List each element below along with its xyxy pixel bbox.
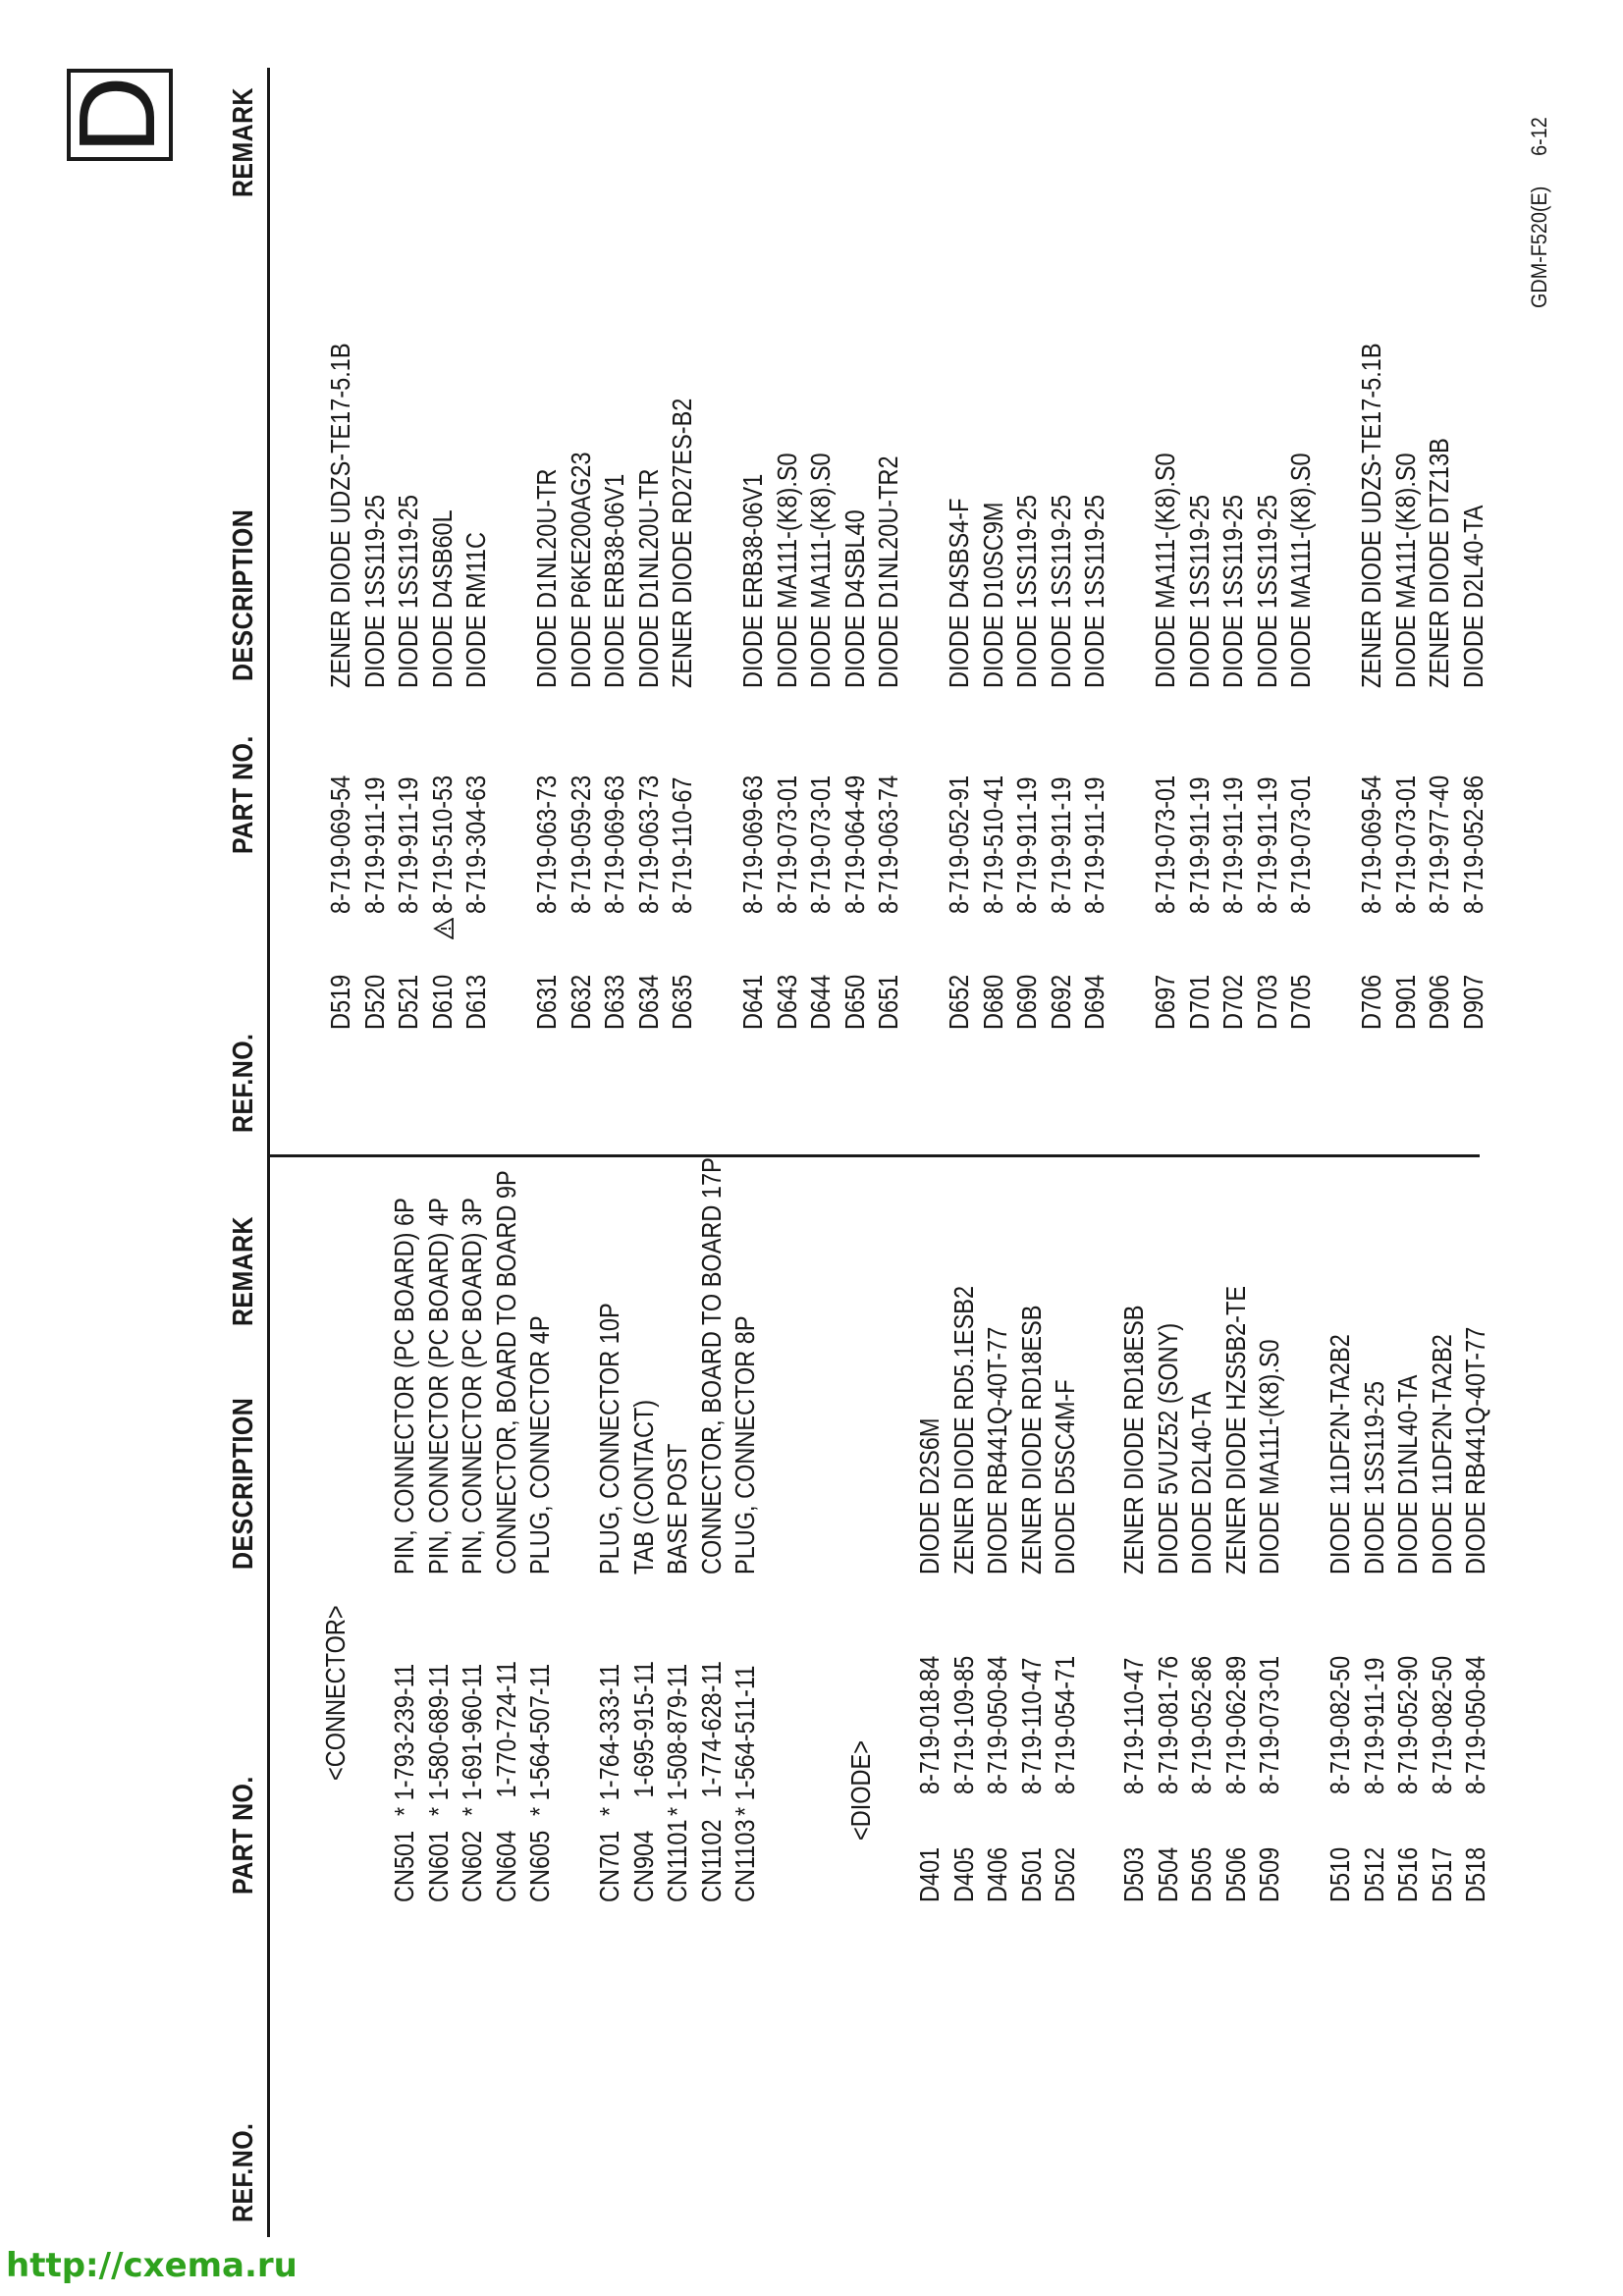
description-column (1324, 1327, 1493, 1575)
description: DIODE ERB38-06V1 (737, 473, 768, 688)
description: DIODE 1SS119-25 (1217, 495, 1249, 688)
part-no: 8-719-510-53 (426, 774, 458, 914)
description: ZENER DIODE UDZS-TE17-5.1B (1356, 343, 1386, 688)
ref-column (1355, 975, 1490, 1030)
description: DIODE MA111-(K8).S0 (1285, 453, 1317, 688)
part-no: * 1-764-333-11 (594, 1663, 624, 1816)
ref-no: D705 (1285, 974, 1317, 1030)
part-no: 8-719-073-01 (771, 774, 802, 914)
part-column (943, 775, 1112, 914)
ref-no: CN701 (594, 1830, 624, 1902)
description: ZENER DIODE RD18ESB (1015, 1305, 1047, 1575)
section-badge (57, 69, 178, 161)
ref-no: CN601 (422, 1830, 454, 1902)
description: DIODE D2S6M (914, 1417, 945, 1575)
part-column (593, 1661, 763, 1816)
part-no: 8-719-082-50 (1325, 1655, 1355, 1794)
ref-no: D906 (1424, 974, 1455, 1030)
part-no: 8-719-977-40 (1424, 774, 1455, 914)
ref-no: D518 (1460, 1846, 1491, 1902)
description: DIODE RB441Q-40T-77 (982, 1326, 1013, 1575)
description-column (943, 495, 1112, 688)
part-no: 8-719-052-90 (1392, 1655, 1424, 1794)
ref-column (1149, 975, 1319, 1030)
part-no: 8-719-911-19 (1045, 776, 1076, 914)
description: DIODE ERB38-06V1 (599, 473, 630, 688)
description: DIODE D4SBL40 (839, 509, 870, 688)
ref-column (530, 975, 700, 1030)
part-no: 8-719-109-85 (947, 1655, 979, 1794)
ref-no: D401 (914, 1846, 945, 1902)
section-heading-diode: <DIODE> (845, 1740, 876, 1841)
description: DIODE MA111-(K8).S0 (1150, 453, 1180, 688)
description-column (324, 343, 494, 688)
header-description-right: DESCRIPTION (228, 508, 259, 681)
description: DIODE RB441Q-40T-77 (1460, 1326, 1491, 1575)
ref-no: CN904 (627, 1830, 659, 1902)
description: DIODE MA111-(K8).S0 (771, 453, 802, 688)
description-column (1355, 343, 1490, 688)
ref-column (913, 1847, 1083, 1902)
part-no: 8-719-911-19 (1011, 776, 1043, 914)
ref-column (943, 975, 1112, 1030)
ref-no: D703 (1251, 974, 1282, 1030)
ref-no: D692 (1045, 974, 1076, 1030)
part-no: 8-719-052-86 (1457, 774, 1488, 914)
ref-column (1117, 1847, 1287, 1902)
header-part-no-right: PART NO. (228, 735, 259, 854)
part-no: * 1-691-960-11 (457, 1663, 488, 1816)
part-no: 8-719-064-49 (839, 774, 870, 914)
description: DIODE D1NL20U-TR (632, 468, 664, 688)
description: DIODE 1SS119-25 (1251, 495, 1282, 688)
part-no: 1-770-724-11 (490, 1661, 521, 1798)
part-no: 8-719-510-41 (977, 774, 1008, 914)
parts-list-sheet: D REF.NO. PART NO. DESCRIPTION REMARK REF.NO. PART NO. DESCRIPTION REMARK <CONNECTOR> CN501 CN601 CN602 CN604 CN605 * 1-793-239-11 * 1-580-689-11 * 1-691-960-11 1-770-724-11 * 1-564-507-11 PIN, CONNECTOR (PC BOARD) 6P PIN, CONNECTOR (PC BOARD) 4P PIN, CONNECTOR (PC BOARD) 3P CONNECTOR, BOARD TO BOARD 9P PLUG, CONNECTOR 4P CN701 CN904 CN1101 CN1102 CN1103 * 1-764-333-11 1-695-915-11 * 1-508-879-11 1-774-628-11 * 1-564-511-11 PLUG, CONNECTOR 10P TAB (CONTACT) BASE POST CONNECTOR, BOARD TO BOARD 17P PLUG, CONNECTOR 8P <DIODE> D401 D405 D406 D501 D502 8-719-018-84 8-719-109-85 8-719-050-84 8-719-110-47 8-719-054-71 DIODE D2S6M ZENER DIODE RD5.1ESB2 DIODE RB441Q-40T-77 ZENER DIODE RD18ESB DIODE D5SC4M-F D503 D504 D505 D506 D509 8-719-110-47 8-719-081-76 8-719-052-86 8-719-062-89 8-719-073-01 ZENER DIODE RD18ESB DIODE 5VUZ52 (SONY) DIODE D2L40-TA ZENER DIODE HZS5B2-TE DIODE MA111-(K8).S0 D510 D512 D516 D517 D518 8-719-082-50 8-719-911-19 8-719-052-90 8-719-082-50 8-719-050-84 DIODE 11DF2N-TA2B2 DIODE 1SS119-25 DIODE D1NL40-TA DIODE 11DF2N-TA2B2 DIODE RB441Q-40T-77 D519 D520 D521 D610 D613 8-719-069-54 8-719-911-19 8-719-911-19 8-719-510-53 8-719-304-63 ZENER DIODE UDZS-TE17-5.1B DIODE 1SS119-25 DIODE 1SS119-25 DIODE D4SB60L DIODE RM11C D631 D632 D633 D634 D635 8-719-063-73 8-719-059-23 8-719-069-63 8-719-063-73 8-719-110-67 DIODE D1NL20U-TR DIODE P6KE200AG23 DIODE ERB38-06V1 DIODE D1NL20U-TR ZENER DIODE RD27ES-B2 D641 D643 D644 D650 D651 8-719-069-63 8-719-073-01 8-719-073-01 8-719-064-49 8-719-063-74 DIODE ERB38-06V1 DIODE MA111-(K8).S0 DIODE MA111-(K8).S0 DIODE D4SBL40 DIODE D1NL20U-TR2 D652 D680 D690 D692 D694 8-719-052-91 8-719-510-41 8-719-911-19 8-719-911-19 8-719-911-19 DIODE D4SBS4-F DIODE D10SC9M DIODE 1SS119-25 DIODE 1SS119-25 DIODE 1SS119-25 D697 D701 D702 D703 D705 8-719-073-01 8-719-911-19 8-719-911-19 8-719-911-19 8-719-073-01 DIODE MA111-(K8).S0 DIODE 1SS119-25 DIODE 1SS119-25 DIODE 1SS119-25 DIODE MA111-(K8).S0 D706 D901 D906 D907 8-719-069-54 8-719-073-01 8-719-977-40 8-719-052-86 ZENER DIODE UDZS-TE17-5.1B DIODE MA111-(K8).S0 ZENER DIODE DTZ13B DIODE D2L40-TA GDM-F520(E) 6-12 (0, 0, 1623, 2296)
description: PLUG, CONNECTOR 8P (730, 1315, 761, 1575)
ref-no: D502 (1050, 1846, 1081, 1902)
ref-no: D631 (531, 974, 562, 1030)
part-no: 8-719-069-54 (1356, 774, 1386, 914)
part-no: 8-719-063-74 (873, 774, 904, 914)
description: DIODE 1SS119-25 (393, 495, 424, 688)
footer-page-number: 6-12 (1527, 117, 1551, 156)
description: DIODE D1NL20U-TR (531, 468, 562, 688)
ref-no: CN1101 (662, 1819, 693, 1902)
description: DIODE 1SS119-25 (1079, 495, 1110, 688)
description: DIODE D2L40-TA (1457, 505, 1488, 688)
description: DIODE 1SS119-25 (1183, 495, 1215, 688)
description: DIODE D4SB60L (426, 509, 458, 688)
ref-no: D694 (1079, 974, 1110, 1030)
part-no: 8-719-073-01 (1389, 774, 1421, 914)
part-column (1355, 775, 1490, 914)
part-no: 8-719-050-84 (1460, 1655, 1491, 1794)
ref-no: D901 (1389, 974, 1421, 1030)
ref-no: D504 (1152, 1846, 1183, 1902)
part-no: 8-719-062-89 (1219, 1655, 1251, 1794)
ref-column (736, 975, 906, 1030)
ref-no: D680 (977, 974, 1008, 1030)
description-column (1149, 453, 1319, 688)
column-divider (267, 1154, 1480, 1157)
description: PIN, CONNECTOR (PC BOARD) 6P (389, 1198, 419, 1575)
ref-no: D512 (1358, 1846, 1389, 1902)
description: PIN, CONNECTOR (PC BOARD) 4P (422, 1198, 454, 1575)
ref-no: D690 (1011, 974, 1043, 1030)
ref-no: CN602 (457, 1830, 488, 1902)
description-column (388, 1170, 558, 1575)
part-no: 8-719-052-91 (944, 774, 974, 914)
part-no: * 1-793-239-11 (389, 1663, 419, 1816)
ref-no: CN604 (490, 1830, 521, 1902)
part-no: * 1-564-511-11 (730, 1665, 761, 1816)
description: DIODE D2L40-TA (1186, 1391, 1217, 1575)
part-column (1117, 1656, 1287, 1794)
description: DIODE 1SS119-25 (358, 495, 390, 688)
part-no: 8-719-073-01 (1150, 774, 1180, 914)
description: CONNECTOR, BOARD TO BOARD 9P (490, 1170, 521, 1575)
ref-no: D632 (565, 974, 596, 1030)
part-no: 8-719-073-01 (1254, 1655, 1285, 1794)
ref-no: D509 (1254, 1846, 1285, 1902)
description: DIODE D10SC9M (977, 502, 1008, 688)
part-no: 8-719-054-71 (1050, 1655, 1081, 1794)
ref-no: CN1103 (730, 1819, 761, 1902)
part-column (1324, 1656, 1493, 1794)
description: DIODE MA111-(K8).S0 (805, 453, 837, 688)
ref-no: D503 (1118, 1846, 1149, 1902)
part-no: 8-719-069-54 (325, 774, 355, 914)
part-no: 8-719-911-19 (1217, 776, 1249, 914)
part-no: * 1-580-689-11 (422, 1663, 454, 1816)
part-no: * 1-508-879-11 (662, 1663, 693, 1816)
part-no: 8-719-110-67 (667, 776, 698, 914)
description: DIODE 1SS119-25 (1358, 1381, 1389, 1575)
description: ZENER DIODE RD18ESB (1118, 1305, 1149, 1575)
part-no: 1-695-915-11 (627, 1661, 659, 1798)
ref-no: D501 (1015, 1846, 1047, 1902)
description: DIODE D1NL20U-TR2 (873, 455, 904, 688)
description: ZENER DIODE HZS5B2-TE (1219, 1285, 1251, 1575)
part-no: 8-719-050-84 (982, 1655, 1013, 1794)
part-no: 8-719-110-47 (1118, 1657, 1149, 1794)
description: DIODE MA111-(K8).S0 (1254, 1339, 1285, 1575)
ref-no: D520 (358, 974, 390, 1030)
description: DIODE D1NL40-TA (1392, 1374, 1424, 1575)
header-ref-no-left: REF.NO. (228, 2122, 259, 2222)
part-no: 8-719-073-01 (1285, 774, 1317, 914)
ref-no: D516 (1392, 1846, 1424, 1902)
part-no: 8-719-063-73 (531, 774, 562, 914)
description: CONNECTOR, BOARD TO BOARD 17P (695, 1157, 727, 1575)
description: DIODE 11DF2N-TA2B2 (1426, 1334, 1457, 1575)
footer (1527, 117, 1552, 308)
description-column (530, 399, 700, 688)
description: TAB (CONTACT) (627, 1399, 659, 1575)
ref-no: D521 (393, 974, 424, 1030)
ref-no: CN501 (389, 1830, 419, 1902)
ref-no: D517 (1426, 1846, 1457, 1902)
ref-no: CN1102 (695, 1819, 727, 1902)
part-no: 8-719-911-19 (393, 776, 424, 914)
header-rule (267, 68, 270, 2237)
part-no: 8-719-911-19 (1251, 776, 1282, 914)
description: DIODE 1SS119-25 (1045, 495, 1076, 688)
description-column (913, 1286, 1083, 1575)
description: BASE POST (662, 1443, 693, 1575)
part-column (1149, 775, 1319, 914)
section-heading-connector: <CONNECTOR> (320, 1605, 351, 1781)
ref-column (1324, 1847, 1493, 1902)
part-no: 8-719-304-63 (460, 774, 492, 914)
part-no: 8-719-052-86 (1186, 1655, 1217, 1794)
description-column (593, 1157, 763, 1575)
part-column (736, 775, 906, 914)
description: DIODE MA111-(K8).S0 (1389, 453, 1421, 688)
description: DIODE 5VUZ52 (SONY) (1152, 1322, 1183, 1575)
part-no: 8-719-059-23 (565, 774, 596, 914)
ref-no: D641 (737, 974, 768, 1030)
description: ZENER DIODE DTZ13B (1424, 438, 1455, 688)
ref-no: D634 (632, 974, 664, 1030)
ref-no: D651 (873, 974, 904, 1030)
part-no: * 1-564-507-11 (524, 1663, 556, 1816)
part-no: 8-719-073-01 (805, 774, 837, 914)
description: DIODE P6KE200AG23 (565, 452, 596, 688)
part-no: 8-719-911-19 (1079, 776, 1110, 914)
part-no: 8-719-110-47 (1015, 1657, 1047, 1794)
description: DIODE RM11C (460, 531, 492, 688)
header-part-no-left: PART NO. (228, 1776, 259, 1895)
ref-no: D406 (982, 1846, 1013, 1902)
description: PIN, CONNECTOR (PC BOARD) 3P (457, 1198, 488, 1575)
description: ZENER DIODE RD5.1ESB2 (947, 1285, 979, 1575)
part-no: 1-774-628-11 (695, 1661, 727, 1798)
part-column (530, 775, 700, 914)
ref-column (388, 1831, 558, 1902)
ref-no: D697 (1150, 974, 1180, 1030)
ref-no: D519 (325, 974, 355, 1030)
description-column (736, 453, 906, 688)
header-description-left: DESCRIPTION (228, 1397, 259, 1570)
ref-no: D505 (1186, 1846, 1217, 1902)
section-letter: D (57, 76, 178, 154)
ref-no: D635 (667, 974, 698, 1030)
ref-no: D633 (599, 974, 630, 1030)
ref-no: D506 (1219, 1846, 1251, 1902)
description-column (1117, 1286, 1287, 1575)
part-no: 8-719-911-19 (358, 776, 390, 914)
description: DIODE 1SS119-25 (1011, 495, 1043, 688)
header-ref-no-right: REF.NO. (228, 1033, 259, 1133)
description: DIODE D4SBS4-F (944, 498, 974, 688)
ref-no: D610 (426, 974, 458, 1030)
ref-no: D613 (460, 974, 492, 1030)
description: ZENER DIODE RD27ES-B2 (667, 398, 698, 688)
description: PLUG, CONNECTOR 4P (524, 1315, 556, 1575)
ref-no: D706 (1356, 974, 1386, 1030)
part-column (324, 775, 494, 914)
ref-no: D405 (947, 1846, 979, 1902)
ref-no: D650 (839, 974, 870, 1030)
ref-column (324, 975, 494, 1030)
watermark-link[interactable]: http://cxema.ru (6, 2246, 298, 2285)
ref-no: D702 (1217, 974, 1249, 1030)
description: DIODE D5SC4M-F (1050, 1379, 1081, 1575)
ref-column (593, 1819, 763, 1902)
part-column (388, 1661, 558, 1816)
ref-no: D643 (771, 974, 802, 1030)
warning-triangle-icon (433, 918, 455, 939)
part-no: 8-719-911-19 (1183, 776, 1215, 914)
part-no: 8-719-018-84 (914, 1655, 945, 1794)
description: PLUG, CONNECTOR 10P (594, 1303, 624, 1575)
ref-no: CN605 (524, 1830, 556, 1902)
part-no: 8-719-069-63 (737, 774, 768, 914)
part-column (913, 1656, 1083, 1794)
part-no: 8-719-082-50 (1426, 1655, 1457, 1794)
part-no: 8-719-911-19 (1358, 1657, 1389, 1794)
part-no: 8-719-081-76 (1152, 1655, 1183, 1794)
part-no: 8-719-069-63 (599, 774, 630, 914)
description: ZENER DIODE UDZS-TE17-5.1B (325, 343, 355, 688)
ref-no: D510 (1325, 1846, 1355, 1902)
footer-model: GDM-F520(E) (1527, 186, 1551, 308)
ref-no: D701 (1183, 974, 1215, 1030)
description: DIODE 11DF2N-TA2B2 (1325, 1334, 1355, 1575)
ref-no: D644 (805, 974, 837, 1030)
ref-no: D652 (944, 974, 974, 1030)
ref-no: D907 (1457, 974, 1488, 1030)
part-no: 8-719-063-73 (632, 774, 664, 914)
